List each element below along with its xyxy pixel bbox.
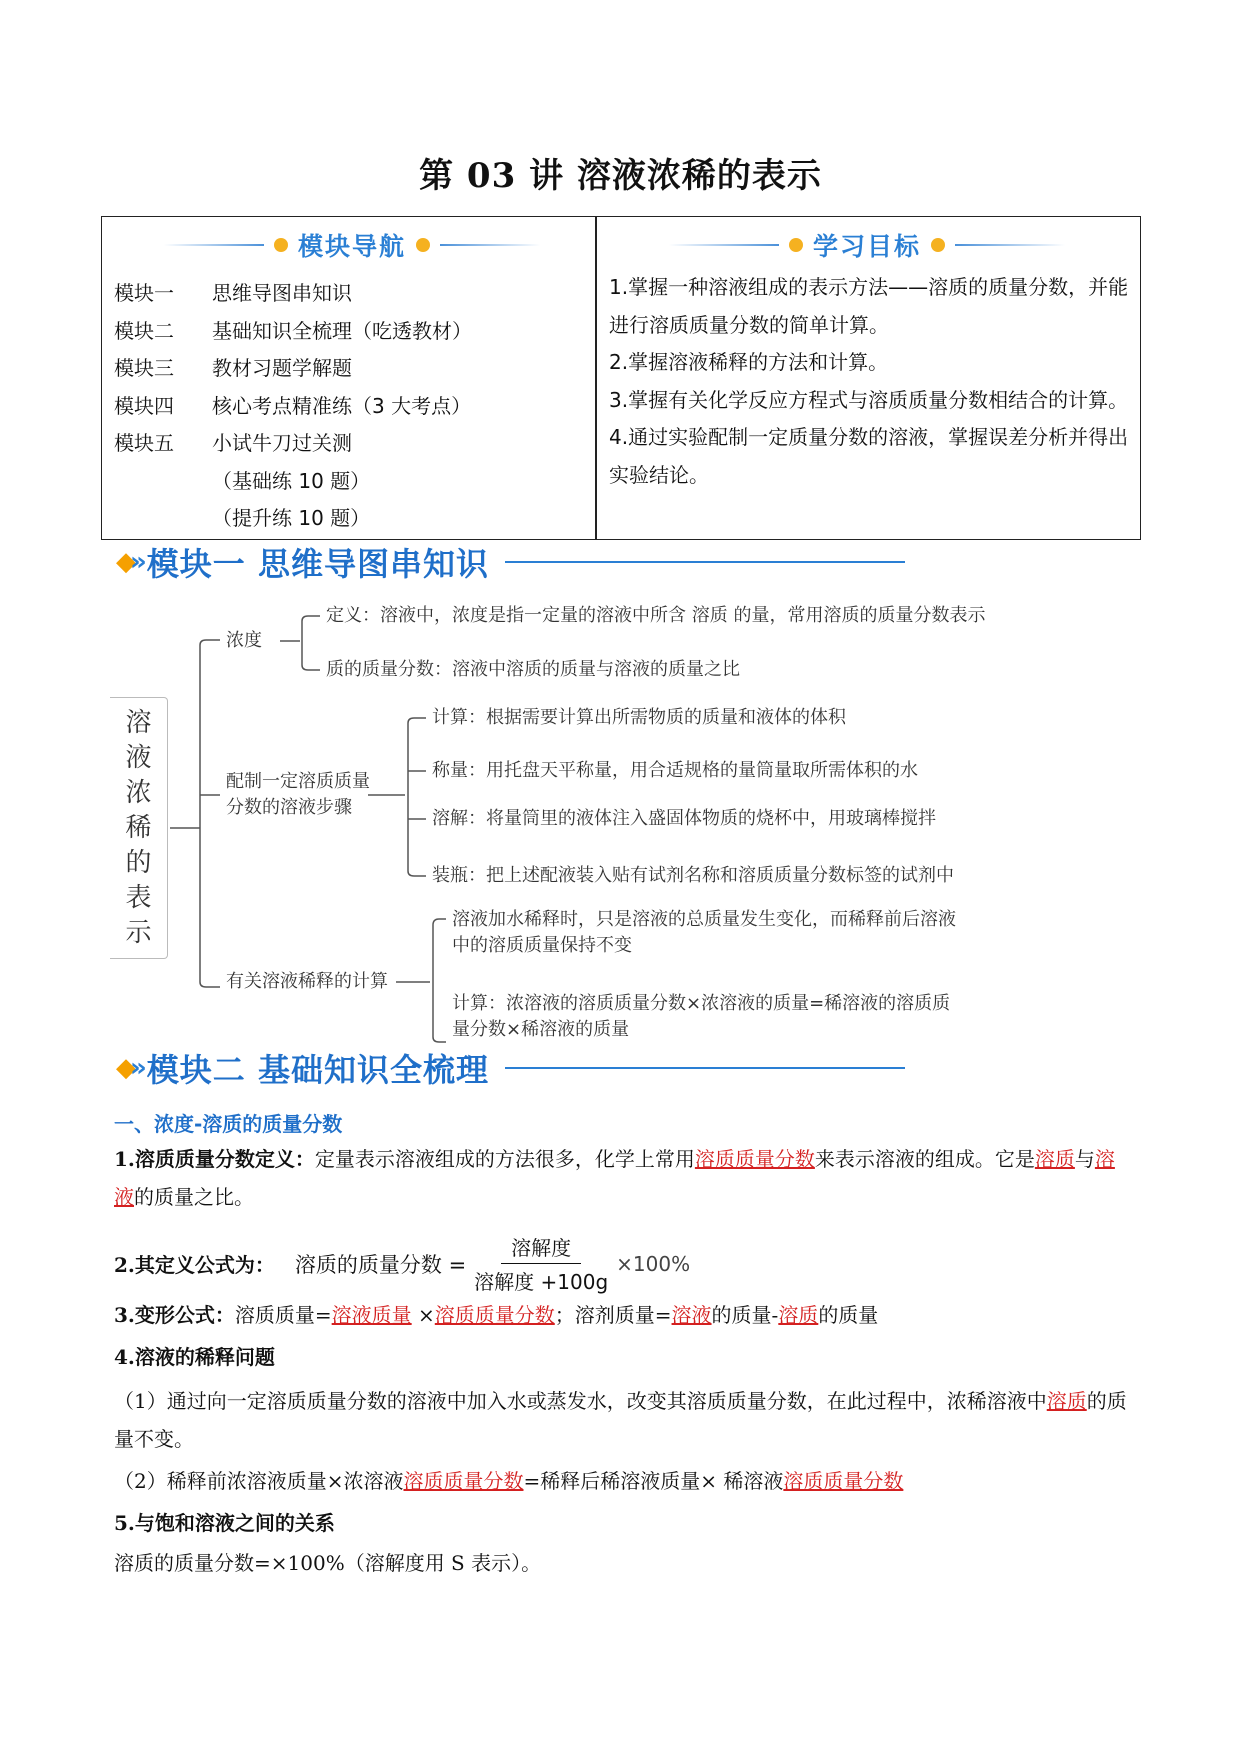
branch-dilution: 有关溶液稀释的计算 [226, 971, 388, 992]
list-item: 模块三 教材习题学解题 [114, 356, 352, 380]
dot-icon [789, 238, 803, 252]
list-item: （基础练 10 题） [212, 468, 371, 493]
branch-preparation: 配制一定溶质质量 分数的溶液步骤 [226, 771, 370, 818]
node-weigh: 称量：用托盘天平称量，用合适规格的量筒量取所需体积的水 [432, 760, 918, 781]
section-title: 一、浓度-溶质的质量分数 [114, 1112, 343, 1136]
dot-icon [274, 238, 288, 252]
nav-goals-table [101, 216, 1141, 540]
mind-map [110, 605, 1040, 1045]
node-mass-fraction: 质的质量分数：溶液中溶质的质量与溶液的质量之比 [326, 659, 740, 680]
goal-item: 1.掌握一种溶液组成的表示方法——溶质的质量分数，并能进行溶质质量分数的简单计算。 [609, 275, 1129, 337]
definition-formula: 2.其定义公式为： 溶质的质量分数 = $\frac{\text{溶解度}}{\text{溶解度 +100g}}$ ×100% [114, 1232, 690, 1295]
goals-heading: 学习目标 [637, 227, 1097, 263]
node-dilution-calc: 计算：浓溶液的溶质质量分数×浓溶液的质量=稀溶液的溶质质 量分数×稀溶液的质量 [452, 993, 951, 1040]
definition-paragraph: 1.溶质质量分数定义：定量表示溶液组成的方法很多，化学上常用溶质质量分数来表示溶液的组成。它是溶质与溶液的质量之比。 [114, 1147, 1115, 1209]
node-dissolve: 溶解：将量筒里的液体注入盛固体物质的烧杯中，用玻璃棒搅拌 [432, 808, 936, 829]
dot-icon [416, 238, 430, 252]
dilution-heading: 4.溶液的稀释问题 [114, 1345, 275, 1369]
goals-list [609, 269, 1129, 494]
module1-heading: ◆» 模块一 思维导图串知识 [116, 540, 905, 584]
node-calculate: 计算：根据需要计算出所需物质的质量和液体的体积 [432, 707, 846, 728]
list-item: 模块五 小试牛刀过关测 [114, 431, 352, 455]
table-divider [595, 217, 597, 539]
heading-rule [505, 1067, 905, 1069]
page-title: 第 03 讲 溶液浓稀的表示 [419, 156, 822, 196]
goal-item: 2.掌握溶液稀释的方法和计算。 [609, 350, 889, 374]
module2-heading: ◆» 模块二 基础知识全梳理 [116, 1046, 905, 1090]
saturation-heading: 5.与饱和溶液之间的关系 [114, 1511, 335, 1535]
heading-rule [505, 561, 905, 563]
list-item: （提升练 10 题） [212, 506, 371, 530]
node-dilution-rule: 溶液加水稀释时，只是溶液的总质量发生变化，而稀释前后溶液 中的溶质质量保持不变 [452, 909, 956, 956]
goal-item: 3.掌握有关化学反应方程式与溶质质量分数相结合的计算。 [609, 387, 1129, 412]
list-item: 模块四 核心考点精准练（3 大考点） [114, 393, 472, 418]
dilution-item-2: （2）稀释前浓溶液质量×浓溶液溶质质量分数=稀释后稀溶液质量× 稀溶液溶质质量分数 [114, 1469, 904, 1493]
double-chevron-icon: ◆» [116, 547, 141, 577]
dilution-item-1: （1）通过向一定溶质质量分数的溶液中加入水或蒸发水，改变其溶质质量分数，在此过程中，浓稀溶液中溶质的质量不变。 [114, 1389, 1127, 1451]
list-item: 模块一 思维导图串知识 [114, 281, 352, 305]
derived-formula-paragraph: 3.变形公式：溶质质量=溶液质量 ×溶质质量分数；溶剂质量=溶液的质量-溶质的质量 [114, 1303, 879, 1327]
dot-icon [931, 238, 945, 252]
double-chevron-icon: ◆» [116, 1053, 141, 1083]
branch-concentration: 浓度 [226, 630, 262, 651]
node-bottle: 装瓶：把上述配液装入贴有试剂名称和溶质质量分数标签的试剂中 [432, 865, 954, 886]
saturation-relation: 溶质的质量分数=×100%（溶解度用 S 表示）。 [114, 1551, 542, 1575]
formula-fraction: $\frac{\text{溶解度}}{\text{溶解度 +100g}}$ [474, 1232, 608, 1295]
node-definition: 定义：溶液中，浓度是指一定量的溶液中所含 溶质 的量，常用溶质的质量分数表示 [326, 605, 986, 626]
nav-heading: 模块导航 [142, 227, 562, 263]
nav-list [114, 275, 472, 538]
goal-item: 4.通过实验配制一定质量分数的溶液，掌握误差分析并得出实验结论。 [609, 425, 1129, 487]
mind-map-root: 溶 液 浓 稀 的 表 示 [110, 697, 168, 959]
list-item: 模块二 基础知识全梳理（吃透教材） [114, 318, 472, 343]
